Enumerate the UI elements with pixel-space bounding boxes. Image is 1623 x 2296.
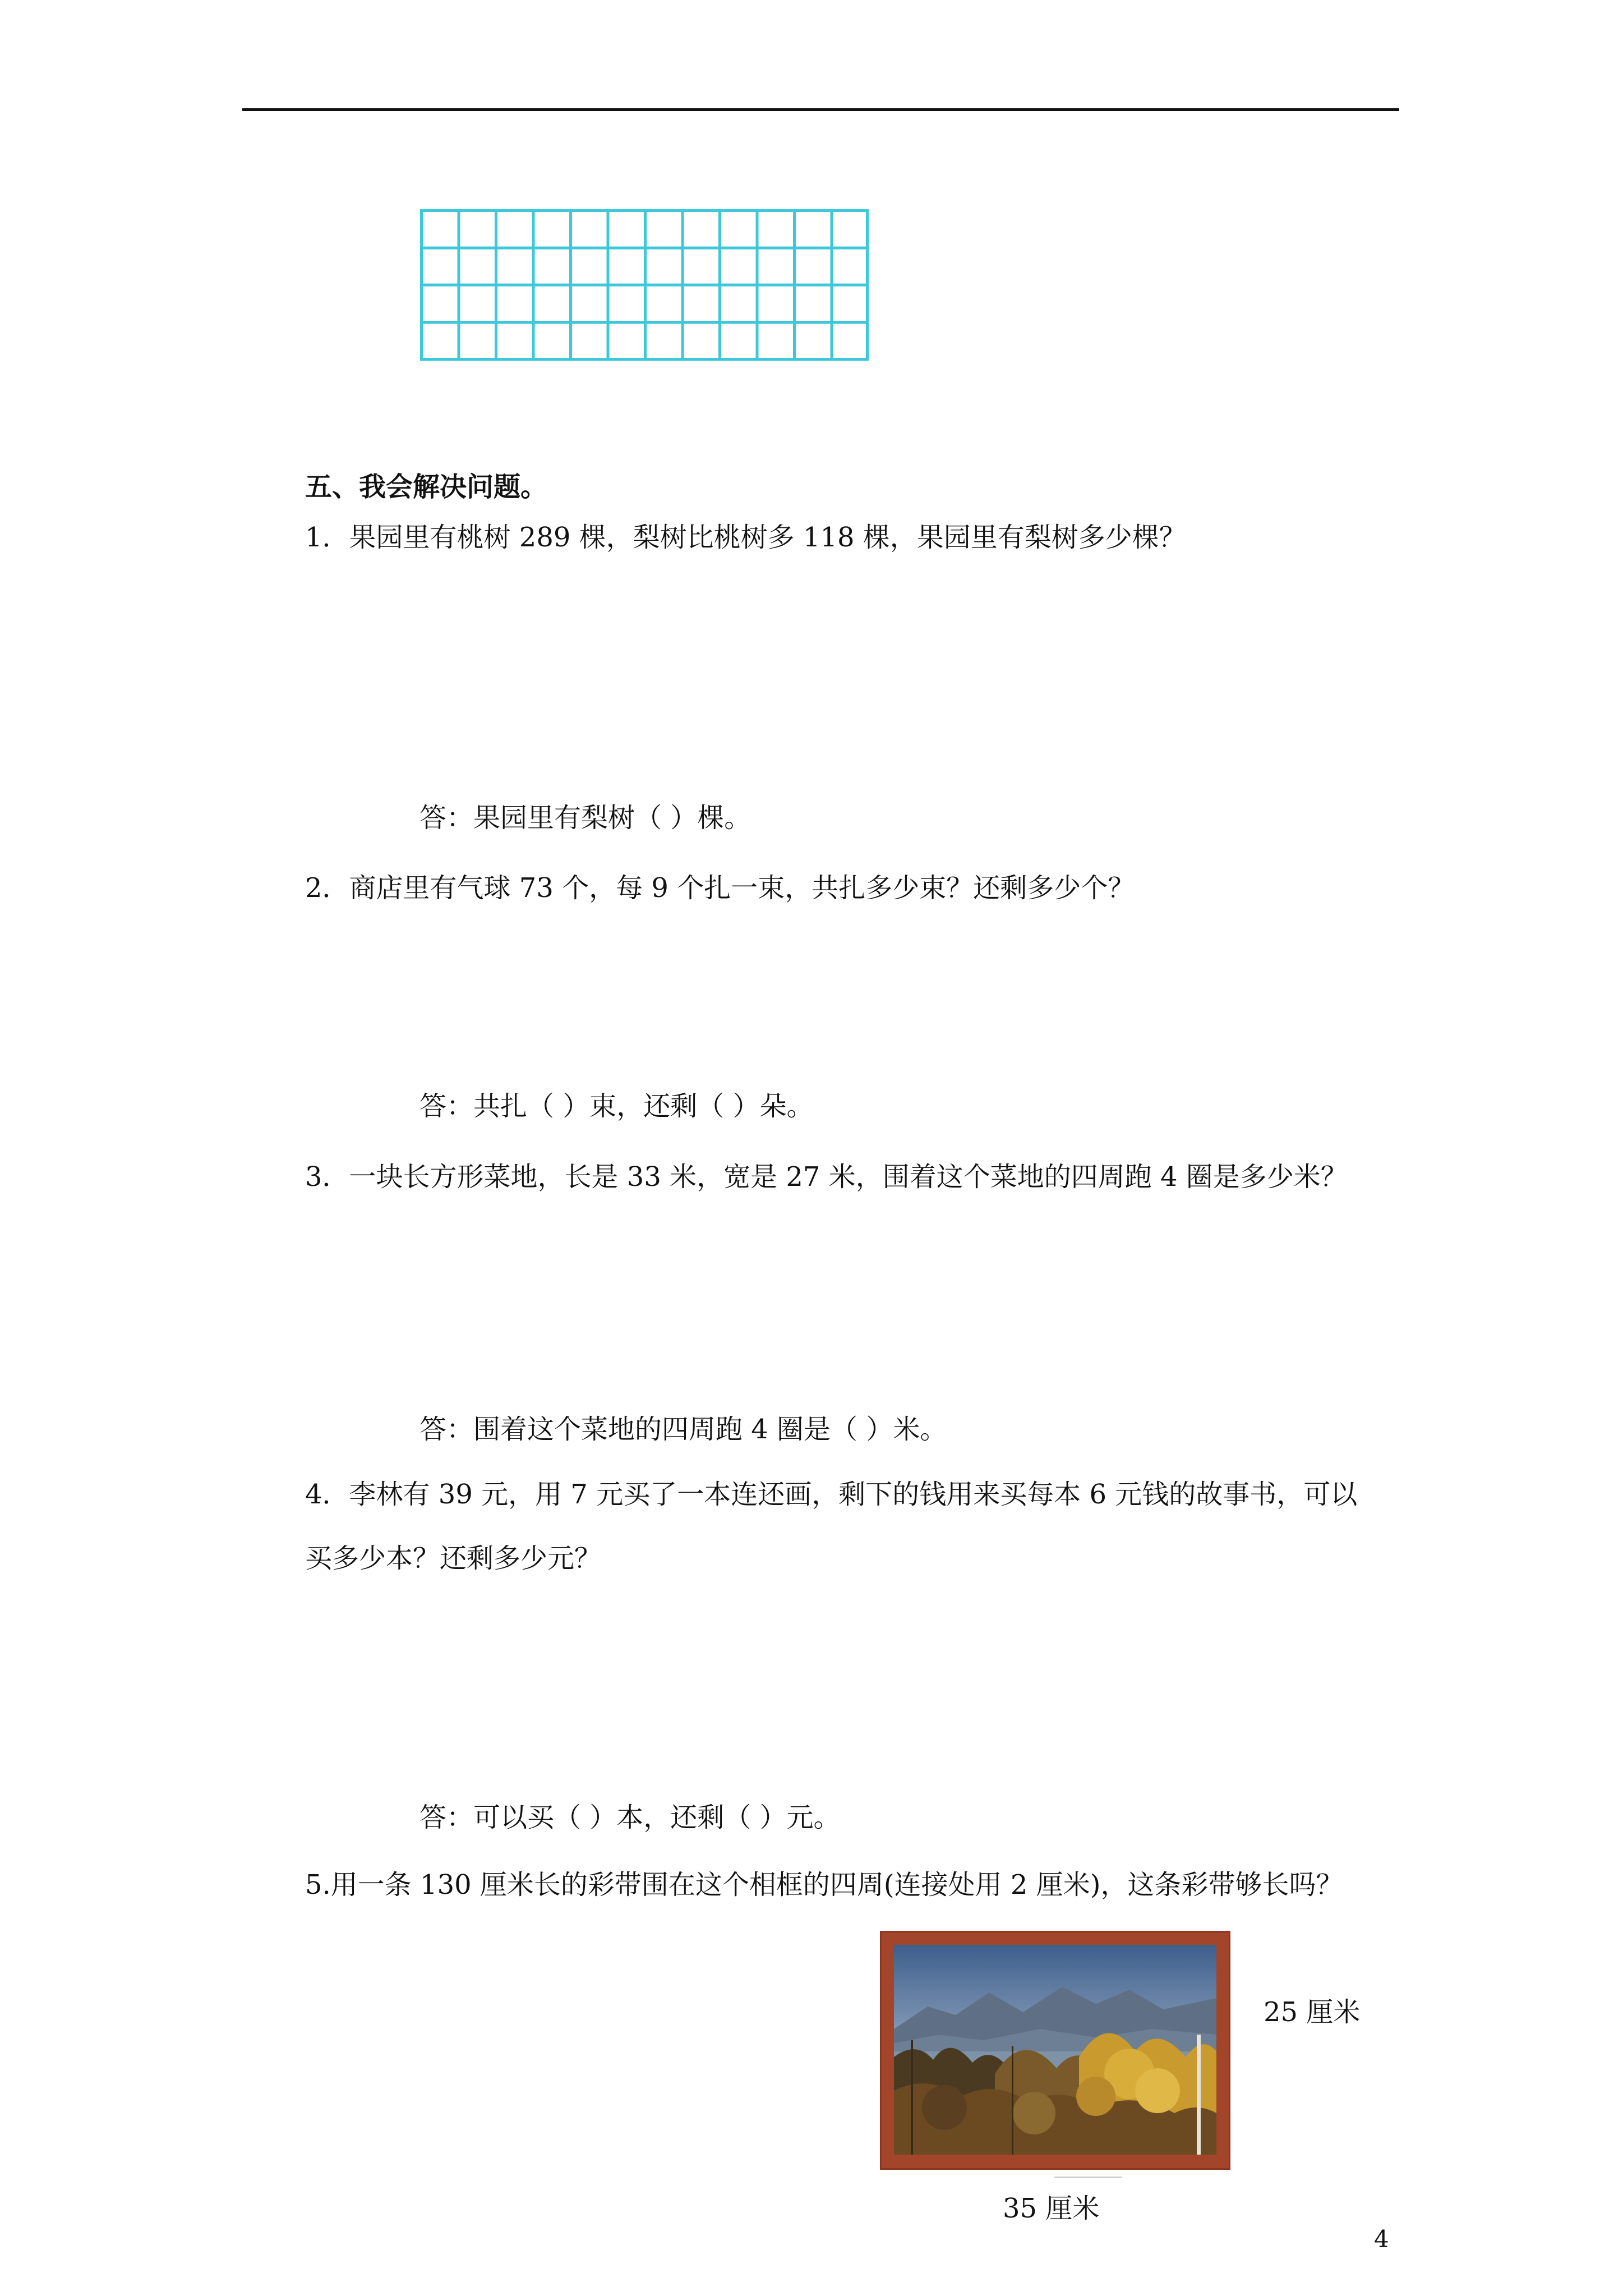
- page-number: 4: [1374, 2225, 1389, 2253]
- problem-2-question: 2．商店里有气球 73 个，每 9 个扎一束，共扎多少束？还剩多少个？: [305, 872, 1135, 904]
- writing-grid: [420, 209, 869, 361]
- problem-1-answer: 答：果园里有梨树（ ）棵。: [419, 802, 751, 834]
- problem-2-answer: 答：共扎（ ）束，还剩（ ）朵。: [419, 1091, 814, 1122]
- problem-3-question: 3．一块长方形菜地，长是 33 米，宽是 27 米，围着这个菜地的四周跑 4 圈是多少米？: [305, 1161, 1348, 1193]
- caption-divider: [1054, 2177, 1122, 2178]
- problem-1-question: 1．果园里有桃树 289 棵，梨树比桃树多 118 棵，果园里有梨树多少棵？: [305, 522, 1186, 553]
- frame-width-label: 35 厘米: [1003, 2193, 1100, 2224]
- frame-height-label: 25 厘米: [1264, 1996, 1361, 2028]
- problem-5-question: 5.用一条 130 厘米长的彩带围在这个相框的四周(连接处用 2 厘米)，这条彩带够长吗？: [305, 1869, 1343, 1901]
- problem-3-answer: 答：围着这个菜地的四周跑 4 圈是（ ）米。: [419, 1414, 947, 1445]
- section-title: 五、我会解决问题。: [305, 471, 548, 503]
- header-rule: [242, 108, 1399, 111]
- landscape-photo: [894, 1945, 1216, 2155]
- problem-4-question-line1: 4．李林有 39 元，用 7 元买了一本连还画，剩下的钱用来买每本 6 元钱的故事书，可以: [305, 1479, 1358, 1510]
- photo-frame: [882, 1932, 1229, 2168]
- problem-4-answer: 答：可以买（ ）本，还剩（ ）元。: [419, 1802, 841, 1833]
- problem-4-question-line2: 买多少本？还剩多少元？: [305, 1543, 602, 1574]
